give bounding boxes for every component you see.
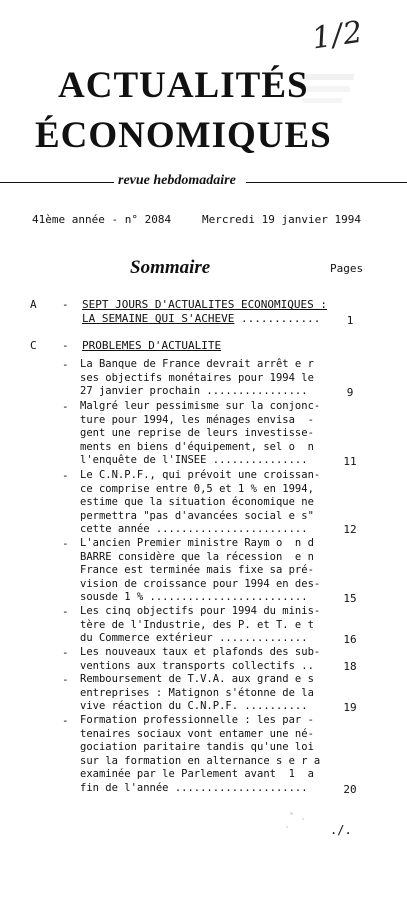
item-dash: - [62, 714, 69, 727]
paper-speck [290, 812, 293, 815]
edition-info: 41ème année - n° 2084 [32, 213, 172, 226]
toc-item-page: 11 [343, 455, 357, 468]
section-title-c [82, 339, 221, 353]
toc-item-page: 19 [343, 701, 357, 714]
toc-item-text: L'ancien Premier ministre Raym o n d BARRE considère que la récession e n France est terminée mais fixe sa pré- vision de croissance pour 1994 en des- sousde 1 % ......................... [80, 537, 321, 604]
toc-item-page: 20 [343, 783, 357, 796]
section-dash-c: - [62, 339, 69, 352]
toc-item-text: Le C.N.P.F., qui prévoit une croissan- ce comprise entre 0,5 et 1 % en 1994, estime que la situation économique ne permettra "pas d'avancées social e s" cette année ........................ [80, 469, 321, 536]
item-dash: - [62, 358, 69, 371]
section-a-title-line-2: LA SEMAINE QUI S'ACHEVE [82, 312, 235, 325]
paper-speck [302, 818, 304, 820]
toc-heading: Sommaire [130, 257, 211, 278]
toc-item-text: La Banque de France devrait arrêt e r ses objectifs monétaires pour 1994 le 27 janvier prochain ................ [80, 358, 314, 398]
item-dash: - [62, 605, 69, 618]
title-line-2: ÉCONOMIQUES [35, 115, 332, 156]
toc-item-page: 12 [343, 523, 357, 536]
pages-label: Pages [330, 262, 364, 275]
handwritten-page-mark: 1/2 [309, 14, 366, 57]
item-dash: - [62, 400, 69, 413]
issue-date: Mercredi 19 janvier 1994 [202, 213, 361, 226]
continued-mark: ./. [330, 823, 352, 837]
header-rule-left [0, 182, 114, 183]
item-dash: - [62, 673, 69, 686]
toc-item-text: Les nouveaux taux et plafonds des sub- ventions aux transports collectifs .. [80, 646, 321, 672]
toc-item-text: Formation professionnelle : les par - tenaires sociaux vont entamer une né- gociation paritaire tandis qu'une loi sur la formation en alternance s e r a examinée par le Parlement avant 1 a fin de l'année ..................... [80, 714, 321, 794]
section-dash-a: - [62, 298, 69, 311]
item-dash: - [62, 537, 69, 550]
toc-item-text: Malgré leur pessimisme sur la conjonc- ture pour 1994, les ménages envisa - gent une reprise de leurs investisse- ments en biens d'équipement, sel o n l'enquête de l'INSEE ............... [80, 400, 321, 467]
title-line-1: ACTUALITÉS [58, 65, 309, 106]
item-dash: - [62, 646, 69, 659]
toc-item-page: 16 [343, 633, 357, 646]
subtitle: revue hebdomadaire [118, 173, 236, 188]
section-title-a [82, 298, 327, 326]
toc-item-page: 18 [343, 660, 357, 673]
paper-speck [286, 826, 288, 828]
header-rule-right [246, 182, 407, 183]
section-a-page: 1 [346, 314, 354, 327]
section-c-title: PROBLEMES D'ACTUALITE [82, 339, 222, 352]
toc-item-text: Remboursement de T.V.A. aux grand e s entreprises : Matignon s'étonne de la vive réaction du C.N.P.F. .......... [80, 673, 314, 713]
section-a-title-line-1: SEPT JOURS D'ACTUALITES ECONOMIQUES : [82, 298, 328, 311]
section-letter-c: C [30, 339, 37, 352]
section-a-leader: ............ [234, 312, 321, 325]
item-dash: - [62, 469, 69, 482]
toc-item-page: 15 [343, 592, 357, 605]
section-letter-a: A [30, 298, 37, 311]
toc-item-text: Les cinq objectifs pour 1994 du minis- tère de l'Industrie, des P. et T. e t du Commerce extérieur .............. [80, 605, 321, 645]
toc-item-page: 9 [346, 386, 354, 399]
